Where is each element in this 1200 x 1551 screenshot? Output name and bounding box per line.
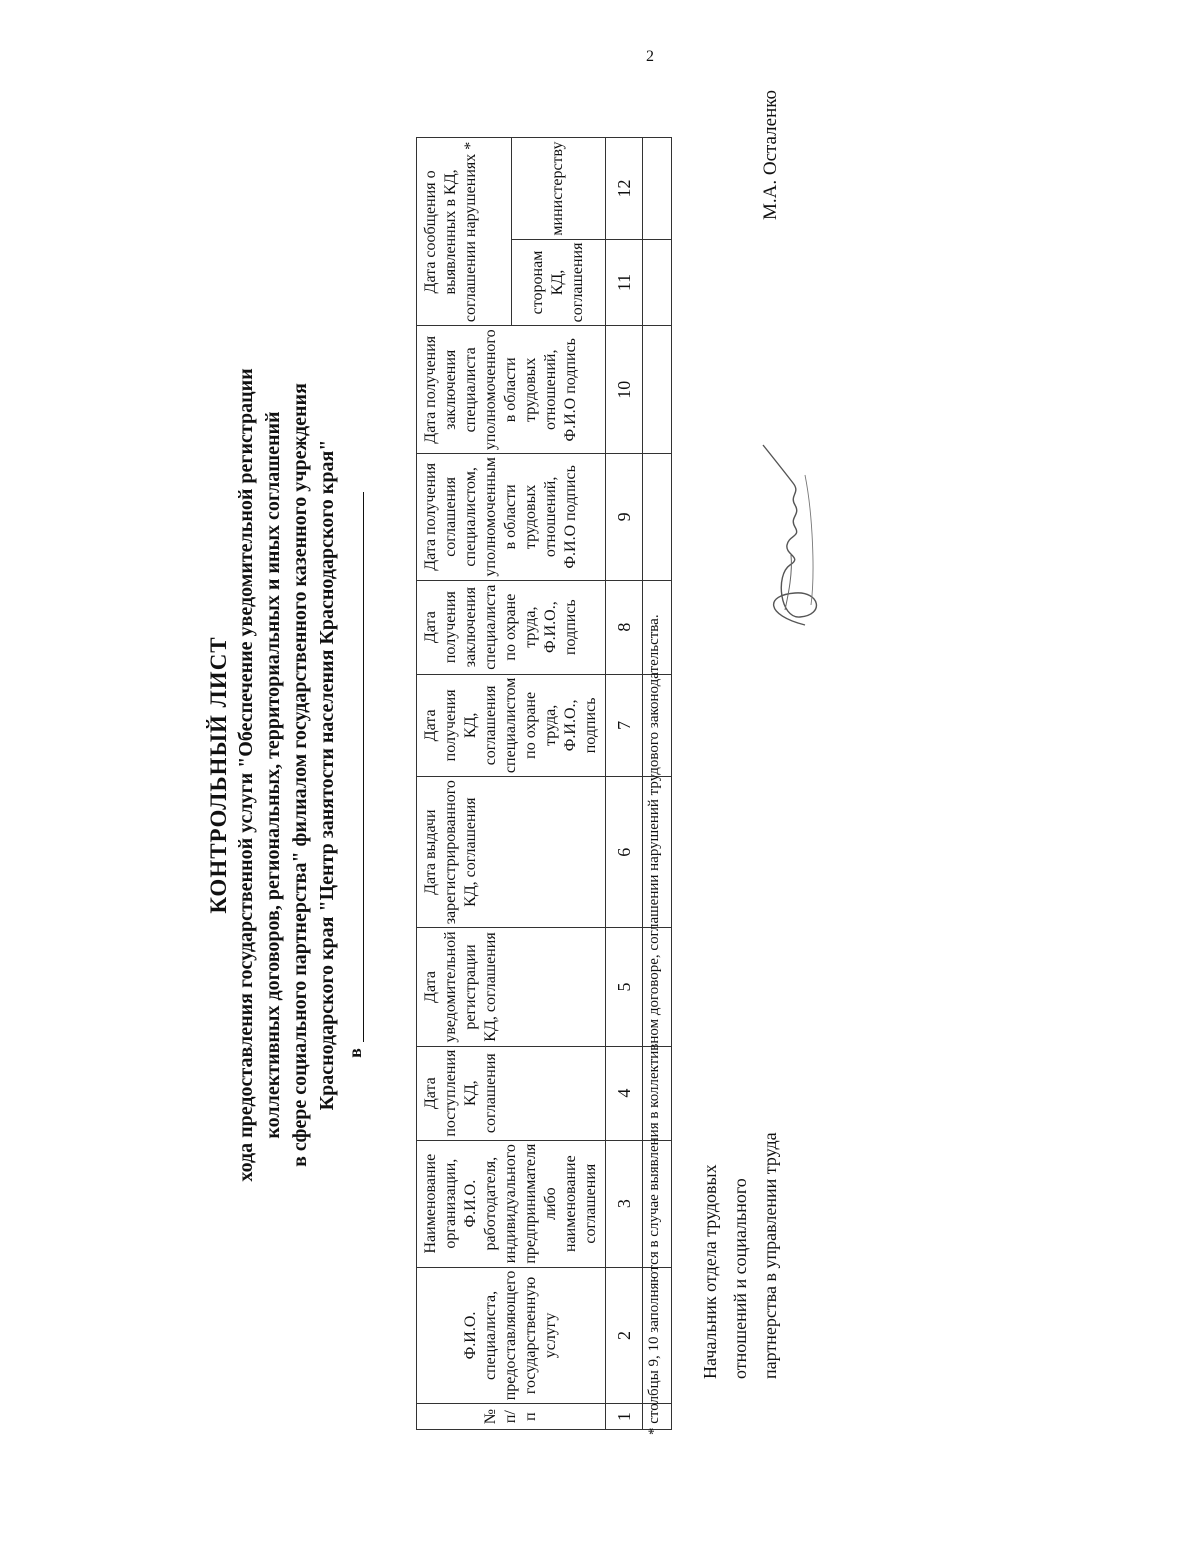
- document-title: КОНТРОЛЬНЫЙ ЛИСТ: [206, 636, 231, 914]
- colnum-10: 10: [606, 326, 643, 454]
- in-line: [345, 75, 366, 1475]
- colnum-3: 3: [606, 1140, 643, 1267]
- empty-cell[interactable]: [643, 454, 672, 580]
- page-number: 2: [646, 48, 654, 65]
- empty-cell[interactable]: [643, 326, 672, 454]
- header-c1: № п/п: [417, 1404, 606, 1430]
- header-c12: министерству: [511, 138, 606, 239]
- signatory-position: [695, 1132, 785, 1379]
- header-c6: Дата выдачи зарегистрированного КД, соглашения: [417, 777, 606, 928]
- title-block: [200, 75, 366, 1475]
- header-row: [417, 45, 512, 1430]
- header-c4: Дата поступления КД, соглашения: [417, 1046, 606, 1140]
- position-line-3: партнерства в управлении труда: [760, 1132, 780, 1379]
- empty-cell[interactable]: [643, 138, 672, 239]
- footnote: * столбцы 9, 10 заполняются в случае выявления в коллективном договоре, соглашении нарушений трудового законодательства.: [646, 614, 662, 1435]
- header-c2: Ф.И.О. специалиста, предоставляющего государственную услугу: [417, 1267, 606, 1404]
- in-label: в: [345, 1048, 365, 1058]
- header-c10: Дата получения заключения специалиста уполномоченного в области трудовых отношений, Ф.И.О подпись: [417, 326, 606, 454]
- position-line-2: отношений и социального: [730, 1178, 750, 1379]
- colnum-2: 2: [606, 1267, 643, 1404]
- colnum-8: 8: [606, 580, 643, 674]
- header-c8: Дата получения заключения специалиста по охране труда, Ф.И.О., подпись: [417, 580, 606, 674]
- header-c9: Дата получения соглашения специалистом, уполномоченным в области трудовых отношений, Ф.И.О подпись: [417, 454, 606, 580]
- colnum-6: 6: [606, 777, 643, 928]
- handwritten-signature: [745, 435, 835, 635]
- header-c11: сторонам КД, соглашения: [511, 239, 606, 326]
- fill-in-blank[interactable]: [349, 492, 364, 1042]
- header-c3: Наименование организации, Ф.И.О. работодателя, индивидуального предпринимателя либо наименование соглашения: [417, 1140, 606, 1267]
- empty-cell[interactable]: [643, 239, 672, 326]
- signatory-name: М.А. Осталенко: [760, 89, 781, 220]
- subtitle-line-4: Краснодарского края "Центр занятости населения Краснодарского края": [316, 439, 338, 1111]
- control-table: [416, 45, 672, 1430]
- header-c11-12: Дата сообщения о выявленных в КД, соглашении нарушениях *: [417, 138, 512, 326]
- header-c7: Дата получения КД, соглашения специалистом по охране труда, Ф.И.О., подпись: [417, 674, 606, 776]
- subtitle-line-3: в сфере социального партнерства" филиалом государственного казенного учреждения: [289, 383, 311, 1167]
- subtitle-line-1: хода предоставления государственной услуги "Обеспечение уведомительной регистрации: [235, 368, 257, 1182]
- colnum-4: 4: [606, 1046, 643, 1140]
- position-line-1: Начальник отдела трудовых: [700, 1164, 720, 1379]
- right-margin: [417, 45, 672, 138]
- rotated-content: [200, 75, 780, 1475]
- colnum-5: 5: [606, 928, 643, 1046]
- header-c5: Дата уведомительной регистрации КД, соглашения: [417, 928, 606, 1046]
- colnum-11: 11: [606, 239, 643, 326]
- colnum-12: 12: [606, 138, 643, 239]
- subtitle-line-2: коллективных договоров, региональных, территориальных и иных соглашений: [262, 411, 284, 1139]
- colnum-9: 9: [606, 454, 643, 580]
- colnum-1: 1: [606, 1404, 643, 1430]
- column-number-row: [606, 45, 643, 1430]
- colnum-7: 7: [606, 674, 643, 776]
